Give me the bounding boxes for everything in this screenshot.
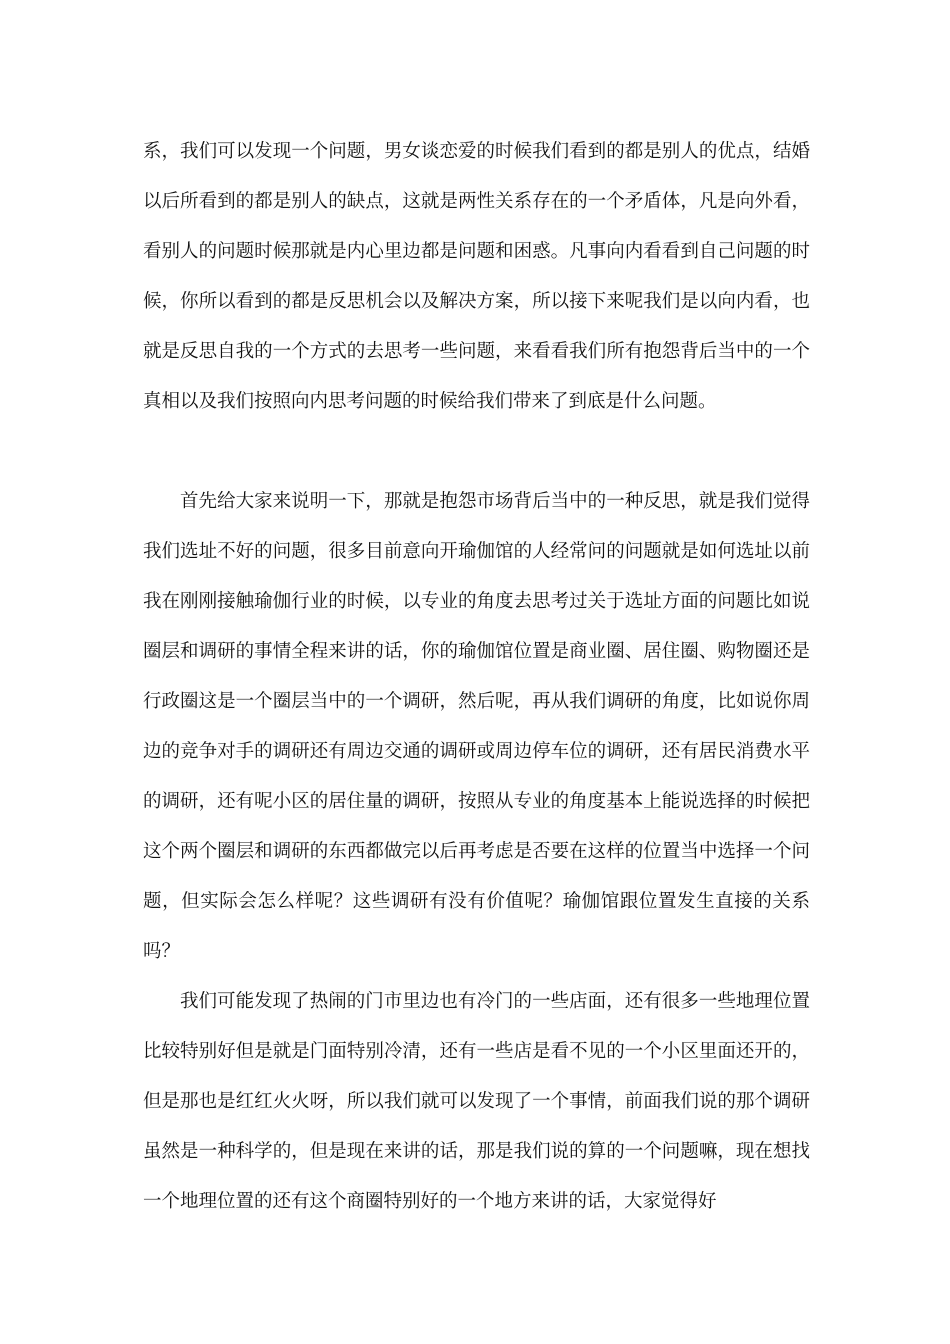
paragraph-3: 我们可能发现了热闹的门市里边也有冷门的一些店面，还有很多一些地理位置比较特别好但是就是门面特别冷清，还有一些店是看不见的一个小区里面还开的，但是那也是红红火火呀，所以我们就可以发现了一个事情，前面我们说的那个调研虽然是一种科学的，但是现在来讲的话，那是我们说的算的一个问题嘛，现在想找一个地理位置的还有这个商圈特别好的一个地方来讲的话，大家觉得好 (143, 991, 810, 1212)
paragraph-2: 首先给大家来说明一下，那就是抱怨市场背后当中的一种反思，就是我们觉得我们选址不好的问题，很多目前意向开瑜伽馆的人经常问的问题就是如何选址以前我在刚刚接触瑜伽行业的时候，以专业的角度去思考过关于选址方面的问题比如说圈层和调研的事情全程来讲的话，你的瑜伽馆位置是商业圈、居住圈、购物圈还是行政圈这是一个圈层当中的一个调研，然后呢，再从我们调研的角度，比如说你周边的竞争对手的调研还有周边交通的调研或周边停车位的调研，还有居民消费水平的调研，还有呢小区的居住量的调研，按照从专业的角度基本上能说选择的时候把这个两个圈层和调研的东西都做完以后再考虑是否要在这样的位置当中选择一个问题，但实际会怎么样呢？这些调研有没有价值呢？瑜伽馆跟位置发生直接的关系吗？ (143, 491, 810, 962)
paragraph-1: 系，我们可以发现一个问题，男女谈恋爱的时候我们看到的都是别人的优点，结婚以后所看到的都是别人的缺点，这就是两性关系存在的一个矛盾体，凡是向外看，看别人的问题时候那就是内心里边都是问题和困惑。凡事向内看看到自己问题的时候，你所以看到的都是反思机会以及解决方案，所以接下来呢我们是以向内看，也就是反思自我的一个方式的去思考一些问题，来看看我们所有抱怨背后当中的一个真相以及我们按照向内思考问题的时候给我们带来了到底是什么问题。 (143, 141, 810, 412)
